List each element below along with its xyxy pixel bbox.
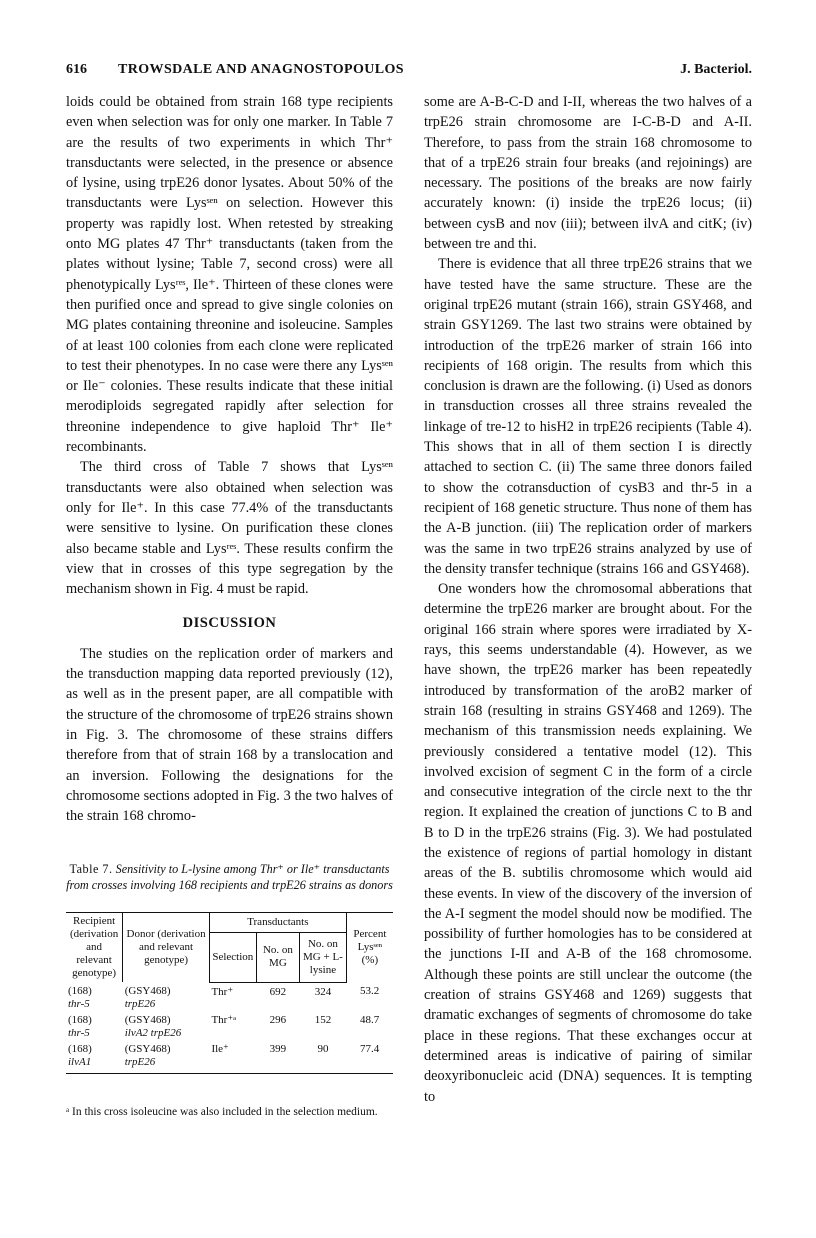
col-header-recipient: Recipient (derivation and relevant genotype) [66,913,123,983]
col-header-percent: Percent Lysˢᵉⁿ (%) [346,913,393,983]
body-paragraph: There is evidence that all three trpE26 strains that we have tested have the same structure. These are the original trpE26 mutant (strain 166), strain GSY468, and strain GSY1269. The last two strains were obtained by introduction of the trpE26 marker of strain 166 into recipients of 168 origin. The results from which this conclusion is drawn are the following. (i) Used as donors in transduction crosses all three strains revealed the linkage of tre-12 to hisH2 in trpE26 recipients (Table 4). This shows that in all of them section I is directly attached to section C. (ii) The same three donors failed to show the cotransduction of cysB3 and thr-5 in a recipient of 168 genetic structure. Thus none of them has the A-B junction. (iii) The replication order of markers was the same in two trpE26 strains analyzed by use of the density transfer technique (strains 166 and GSY468). [424,256,752,577]
no-mg-lys-cell: 90 [300,1040,347,1074]
no-mg-cell: 692 [269,985,287,998]
right-column [424,92,752,1107]
body-paragraph: some are A-B-C-D and I-II, whereas the two halves of a trpE26 strain chromosome are I-C-B-D and A-II. Therefore, to pass from the strain 168 chromosome to that of a trpE26 strain four breaks (and rejoinings) are necessary. The positions of the breaks are now fairly accurately known: (i) inside the trpE26 locus; (ii) between cysB and nov (iii); between ilvA and citK; (iv) between tre and thi. [424,94,752,253]
body-paragraph: One wonders how the chromosomal abberations that determine the trpE26 marker are brought about. For the original 166 strain where spores were irradiated by X-rays, this seems understandable (4). However, as we have shown, the trpE26 marker has been repeatedly introduced by transformation of the aroB2 marker of strain 168 (resulting in strains GSY468 and 1269). The mechanism of this transmission needs explaining. We previously considered a tentative model (12). This involved excision of segment C in the form of a circle and consecutive integration of the circle next to the thr region. It explained the creation of junctions C to B and B to D in the trpE26 strains (Fig. 3). We had postulated the existence of regions of partial homology in distant areas of the B. subtilis chromosome which would aid these events. In view of the discovery of the inversion of the A-I segment the model should now be modified. The possibility of further homologies has to be considered at the junctions I-II and A-B of the 168 chromosome. Although these points are still unclear the outcome (the creation of strains GSY468 and 1269) suggests that dramatic exchanges of segments of chromosome do take place in these regions. That these exchanges occur at determined areas is indicative of pairing of similar deoxyribonucleic acid (DNA) sequences. It is tempting to [424,581,752,1105]
no-mg-cell: 399 [256,1040,299,1074]
donor-cell: (GSY468) ilvA2 trpE26 [124,1014,182,1039]
percent-cell: 53.2 [360,985,380,997]
running-head: TROWSDALE AND ANAGNOSTOPOULOS [118,62,404,77]
recipient-cell: (168) thr-5 [68,985,92,1010]
body-paragraph: The third cross of Table 7 shows that Lysˢᵉⁿ transductants were also obtained when selection was only for Ile⁺. In this case 77.4% of the transductants were sensitive to lysine. On purification these clones also became stable and Lysʳᵉˢ. These results confirm the view that in crosses of this type segregation by the mechanism shown in Fig. 4 must be rapid. [66,459,393,598]
left-column [66,92,393,826]
page-header [66,62,752,82]
table-row [66,1011,393,1040]
no-mg-lys-cell: 152 [314,1014,332,1026]
recipient-cell: (168) thr-5 [68,1014,92,1039]
table-row [66,1040,393,1074]
body-paragraph: loids could be obtained from strain 168 type recipients even when selection was for only one marker. In Table 7 are the results of two experiments in which Thr⁺ transductants were selected, in the presence or absence of lysine, using trpE26 donor lysates. About 50% of the transductants were Lysˢᵉⁿ on selection. However this property was rapidly lost. When retested by streaking onto MG plates 47 Thr⁺ transductants (taken from the plates without lysine; Table 7, second cross) were all phenotypically Lysʳᵉˢ, Ile⁺. Thirteen of these clones were then purified once and spread to give single colonies on MG plates containing threonine and isoleucine. Samples of at least 100 colonies from each clone were replicated to test their phenotypes. In no case were there any Lysˢᵉⁿ or Ile⁻ colonies. These results indicate that these initial merodiploids segregated rapidly after selection for threonine independence to give haploid Thr⁺ Ile⁺ recombinants. [66,94,393,456]
col-header-selection: Selection [209,933,256,982]
table-footnote: ᵃ In this cross isoleucine was also included in the selection medium. [66,1106,378,1118]
table-caption [66,862,393,893]
table-row [66,982,393,1011]
donor-cell: (GSY468) trpE26 [124,985,171,1010]
body-paragraph: The studies on the replication order of markers and the transduction mapping data reported previously (12), as well as in the present paper, are all compatible with the structure of the chromosome of trpE26 strains shown in Fig. 3. The chromosome of these strains differs therefore from that of strain 168 by a translocation and an inversion. Following the designations for the chromosome sections adopted in Fig. 3 the two halves of the strain 168 chromo- [66,645,393,825]
selection-cell: Thr⁺ᵃ [211,1014,237,1026]
col-header-donor: Donor (derivation and relevant genotype) [123,913,210,983]
recipient-cell: (168) ilvA1 [66,1040,123,1074]
table-7 [66,912,393,1074]
donor-cell: (GSY468) trpE26 [123,1040,210,1074]
percent-cell: 48.7 [360,1014,380,1026]
col-header-transductants: Transductants [209,913,346,933]
col-header-no-on-mg-lysine: No. on MG + L-lysine [300,933,347,982]
percent-cell: 77.4 [346,1040,393,1074]
no-mg-lys-cell: 324 [314,985,332,998]
table-label: Table 7. [69,862,113,876]
selection-cell: Ile⁺ [209,1040,256,1074]
no-mg-cell: 296 [269,1014,287,1026]
table-caption-text: Sensitivity to L-lysine among Thr⁺ or Ile⁺ transductants from crosses involving 168 recipients and trpE26 strains as donors [66,862,393,892]
col-header-no-on-mg: No. on MG [256,933,299,982]
section-heading: DISCUSSION [182,615,277,632]
page-number: 616 [66,62,87,77]
selection-cell: Thr⁺ [211,985,234,998]
journal-name: J. Bacteriol. [680,62,752,77]
